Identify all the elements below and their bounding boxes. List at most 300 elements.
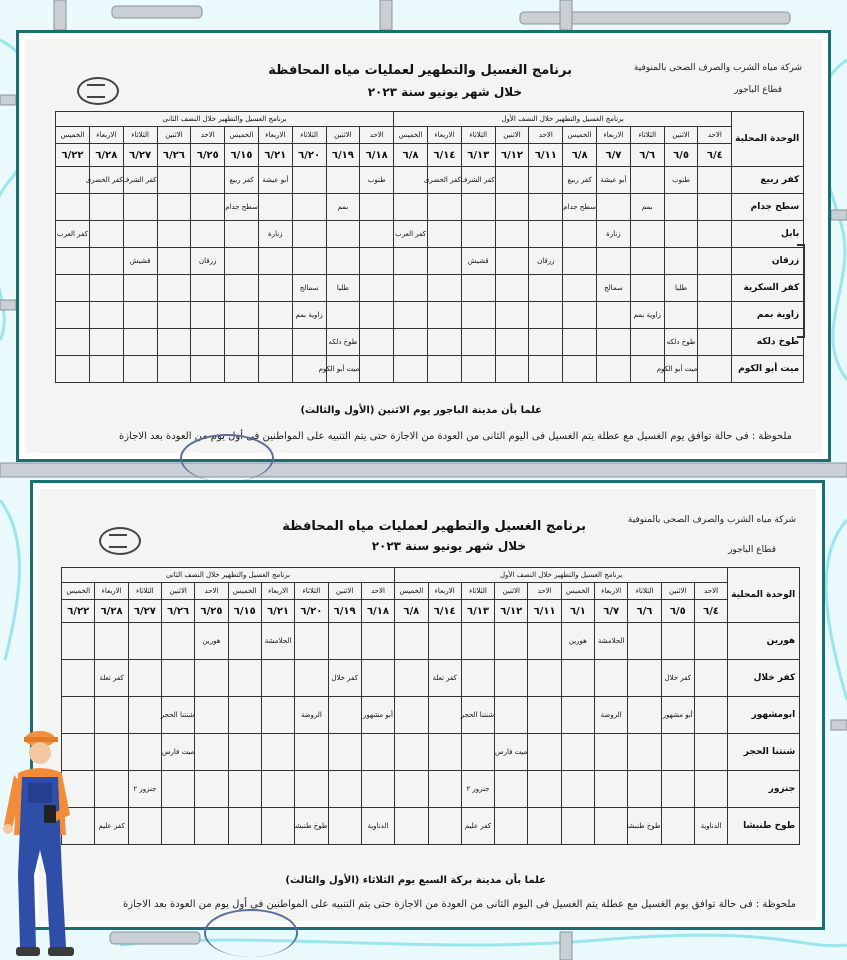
schedule-cell	[128, 808, 161, 845]
date-cell: ٦/٢٥	[195, 600, 228, 623]
schedule-cell	[56, 302, 90, 329]
date-cell: ٦/٢٠	[295, 600, 328, 623]
date-cell: ٦/٨	[394, 144, 428, 167]
schedule-cell	[661, 623, 694, 660]
table-row	[56, 275, 804, 302]
schedule-cell: كفر الخضرى	[428, 167, 462, 194]
schedule-cell	[258, 248, 292, 275]
note-text: علما بأن مدينة بركة السبع يوم الثلاثاء (الأول والثالث)	[285, 875, 546, 886]
schedule-cell: قشيش	[123, 248, 157, 275]
schedule-cell: كفر العرب	[394, 221, 428, 248]
schedule-cell: زاوية بمم	[292, 302, 326, 329]
schedule-cell	[89, 356, 123, 383]
unit-name-cell: كفر خلال	[728, 660, 800, 697]
schedule-cell	[162, 660, 195, 697]
schedule-cell: كفر ربيع	[563, 167, 597, 194]
schedule-cell	[162, 771, 195, 808]
schedule-cell	[563, 248, 597, 275]
schedule-cell	[162, 808, 195, 845]
schedule-cell: طليا	[326, 275, 360, 302]
schedule-cell	[495, 248, 529, 275]
schedule-cell: سطح جدام	[563, 194, 597, 221]
schedule-cell	[597, 356, 631, 383]
schedule-cell	[495, 808, 528, 845]
day-name-cell: الثلاثاء	[628, 583, 661, 600]
schedule-cell	[461, 221, 495, 248]
date-cell: ٦/٢٧	[128, 600, 161, 623]
schedule-cell	[698, 167, 732, 194]
schedule-cell	[428, 302, 462, 329]
day-name-cell: الاربعاء	[261, 583, 294, 600]
table-row	[62, 771, 800, 808]
schedule-cell	[225, 221, 259, 248]
schedule-cell	[225, 275, 259, 302]
date-cell: ٦/٢٧	[123, 144, 157, 167]
schedule-cell	[628, 623, 661, 660]
schedule-cell	[195, 697, 228, 734]
schedule-cell	[595, 660, 628, 697]
company-name: شركة مياه الشرب والصرف الصحى بالمنوفية	[633, 63, 802, 73]
schedule-cell	[123, 221, 157, 248]
schedule-cell	[563, 275, 597, 302]
day-name-cell: الاربعاء	[89, 127, 123, 144]
schedule-cell	[56, 248, 90, 275]
day-name-cell: الاربعاء	[595, 583, 628, 600]
note-text: علما بأن مدينة الباجور يوم الاثنين (الأول والثالث)	[300, 405, 542, 416]
schedule-cell: بمم	[326, 194, 360, 221]
schedule-cell	[428, 248, 462, 275]
schedule-cell: طنوب	[360, 167, 394, 194]
day-name-cell: الثلاثاء	[128, 583, 161, 600]
day-name-cell: الاثنين	[328, 583, 361, 600]
schedule-cell	[597, 329, 631, 356]
schedule-cell	[495, 302, 529, 329]
schedule-cell	[56, 275, 90, 302]
schedule-cell	[428, 194, 462, 221]
schedule-sheet-2	[30, 480, 825, 930]
schedule-cell	[228, 771, 261, 808]
schedule-cell	[395, 808, 428, 845]
schedule-cell	[394, 167, 428, 194]
schedule-cell	[326, 167, 360, 194]
schedule-cell	[528, 808, 561, 845]
schedule-cell	[261, 808, 294, 845]
day-name-cell: الثلاثاء	[295, 583, 328, 600]
footer-note: ملحوظة : فى حالة توافق يوم الغسيل مع عطلة يتم الغسيل فى اليوم الثانى من العودة من الاجازة حتى يتم التنبيه على المواطنين فى أول يوم من العودة بعد الاجازة	[122, 899, 796, 910]
schedule-cell	[394, 248, 428, 275]
company-logo	[99, 527, 141, 555]
unit-name-cell: كفر السكرية	[732, 275, 804, 302]
table-row	[62, 623, 800, 660]
day-name-cell: الاثنين	[664, 127, 698, 144]
date-cell: ٦/٢٦	[157, 144, 191, 167]
schedule-cell	[195, 771, 228, 808]
schedule-cell: كفر عليم	[95, 808, 128, 845]
schedule-cell: جنزور ٢	[128, 771, 161, 808]
date-cell: ٦/١٤	[428, 600, 461, 623]
date-cell: ٦/٤	[698, 144, 732, 167]
document-period: خلال شهر يونيو سنة ٢٠٢٣	[371, 539, 526, 553]
schedule-cell	[361, 771, 394, 808]
day-name-cell: الثلاثاء	[123, 127, 157, 144]
schedule-cell: قشيش	[461, 248, 495, 275]
schedule-cell	[191, 221, 225, 248]
schedule-cell	[394, 302, 428, 329]
date-cell: ٦/٧	[597, 144, 631, 167]
schedule-cell	[428, 623, 461, 660]
day-name-cell: الثلاثاء	[630, 127, 664, 144]
schedule-cell	[595, 771, 628, 808]
day-name-cell: الاحد	[698, 127, 732, 144]
schedule-cell: كفر الخضرى	[89, 167, 123, 194]
day-name-cell: الثلاثاء	[461, 583, 494, 600]
schedule-cell	[360, 329, 394, 356]
unit-name-cell: زرقان	[732, 248, 804, 275]
unit-name-cell: ابومشهور	[728, 697, 800, 734]
schedule-cell	[123, 194, 157, 221]
unit-name-cell: هورين	[728, 623, 800, 660]
schedule-cell	[191, 167, 225, 194]
schedule-cell	[698, 302, 732, 329]
schedule-cell: كفر الشرف	[123, 167, 157, 194]
schedule-cell	[630, 167, 664, 194]
schedule-cell: الروضة	[295, 697, 328, 734]
schedule-cell	[395, 734, 428, 771]
schedule-cell	[428, 771, 461, 808]
day-name-cell: الخميس	[228, 583, 261, 600]
date-cell: ٦/٢٨	[95, 600, 128, 623]
schedule-cell	[694, 697, 727, 734]
schedule-cell	[561, 808, 594, 845]
schedule-cell: طوخ طنبشا	[628, 808, 661, 845]
table-row	[56, 221, 804, 248]
schedule-cell	[529, 221, 563, 248]
schedule-cell: أبو عيشة	[258, 167, 292, 194]
schedule-cell	[630, 275, 664, 302]
schedule-cell	[89, 329, 123, 356]
schedule-cell	[495, 697, 528, 734]
schedule-cell	[360, 356, 394, 383]
schedule-cell: ميت فارس	[162, 734, 195, 771]
schedule-cell	[664, 194, 698, 221]
document-paper	[25, 39, 822, 453]
schedule-cell	[394, 329, 428, 356]
schedule-cell	[195, 660, 228, 697]
schedule-cell	[529, 356, 563, 383]
schedule-cell: زنارة	[597, 221, 631, 248]
schedule-cell	[191, 356, 225, 383]
day-name-cell: الاثنين	[157, 127, 191, 144]
date-cell: ٦/٨	[563, 144, 597, 167]
company-name: شركة مياه الشرب والصرف الصحى بالمنوفية	[627, 515, 796, 525]
schedule-cell: الحلامشة	[595, 623, 628, 660]
table-row	[56, 167, 804, 194]
schedule-cell: سمالج	[597, 275, 631, 302]
day-name-cell: الاحد	[694, 583, 727, 600]
date-cell: ٦/١٥	[228, 600, 261, 623]
days-row	[62, 583, 800, 600]
schedule-cell	[228, 660, 261, 697]
schedule-cell	[664, 248, 698, 275]
schedule-cell	[595, 734, 628, 771]
schedule-cell	[461, 356, 495, 383]
schedule-cell	[157, 221, 191, 248]
schedule-cell	[89, 221, 123, 248]
schedule-cell: شنتنا الحجر	[162, 697, 195, 734]
schedule-cell	[428, 734, 461, 771]
date-cell: ٦/١٩	[326, 144, 360, 167]
schedule-cell	[664, 221, 698, 248]
schedule-cell	[495, 771, 528, 808]
schedule-cell	[191, 329, 225, 356]
schedule-cell: بمم	[630, 194, 664, 221]
schedule-cell	[328, 623, 361, 660]
schedule-cell	[261, 697, 294, 734]
schedule-cell	[529, 194, 563, 221]
date-cell: ٦/٢٥	[191, 144, 225, 167]
schedule-cell: الروضة	[595, 697, 628, 734]
day-name-cell: الخميس	[395, 583, 428, 600]
schedule-cell: زرقان	[191, 248, 225, 275]
day-name-cell: الاحد	[360, 127, 394, 144]
schedule-cell	[630, 248, 664, 275]
schedule-cell	[495, 194, 529, 221]
schedule-cell	[56, 329, 90, 356]
dates-row	[56, 144, 804, 167]
date-cell: ٦/١٤	[428, 144, 462, 167]
schedule-cell	[597, 194, 631, 221]
first-half-header: برنامج الغسيل والتطهير خلال النصف الأول	[394, 112, 732, 127]
schedule-cell: سطح جدام	[225, 194, 259, 221]
schedule-cell	[563, 356, 597, 383]
schedule-cell	[694, 623, 727, 660]
sector-name: قطاع الباجور	[728, 545, 776, 555]
schedule-cell: ميت فارس	[495, 734, 528, 771]
date-cell: ٦/٢٠	[292, 144, 326, 167]
day-name-cell: الاربعاء	[258, 127, 292, 144]
schedule-cell	[698, 329, 732, 356]
table-row	[62, 808, 800, 845]
date-cell: ٦/١١	[528, 600, 561, 623]
schedule-cell	[628, 771, 661, 808]
schedule-cell	[360, 302, 394, 329]
schedule-cell	[561, 771, 594, 808]
schedule-cell: أبو مشهور	[661, 697, 694, 734]
table-row	[62, 734, 800, 771]
schedule-cell	[461, 734, 494, 771]
schedule-cell	[261, 660, 294, 697]
schedule-cell	[195, 734, 228, 771]
schedule-cell: طوخ دلكه	[326, 329, 360, 356]
schedule-cell	[698, 356, 732, 383]
day-name-cell: الاحد	[195, 583, 228, 600]
schedule-cell	[461, 329, 495, 356]
date-cell: ٦/١	[561, 600, 594, 623]
schedule-cell	[328, 808, 361, 845]
schedule-cell	[292, 329, 326, 356]
schedule-cell	[628, 697, 661, 734]
schedule-cell: كفر خلال	[661, 660, 694, 697]
schedule-cell	[157, 275, 191, 302]
schedule-cell	[528, 734, 561, 771]
schedule-cell: كفر تعلة	[428, 660, 461, 697]
schedule-cell: طليا	[664, 275, 698, 302]
date-cell: ٦/٢١	[261, 600, 294, 623]
schedule-cell	[89, 302, 123, 329]
schedule-cell	[225, 356, 259, 383]
schedule-cell	[698, 275, 732, 302]
date-cell: ٦/١٣	[461, 600, 494, 623]
date-cell: ٦/٦	[628, 600, 661, 623]
schedule-cell	[162, 623, 195, 660]
schedule-cell	[597, 248, 631, 275]
schedule-cell	[225, 248, 259, 275]
schedule-cell	[664, 302, 698, 329]
schedule-cell	[428, 275, 462, 302]
schedule-cell: ميت أبو الكوم	[664, 356, 698, 383]
schedule-cell	[292, 221, 326, 248]
schedule-cell	[495, 167, 529, 194]
day-name-cell: الخميس	[225, 127, 259, 144]
schedule-cell	[360, 248, 394, 275]
schedule-cell: كفر ربيع	[225, 167, 259, 194]
schedule-cell	[228, 697, 261, 734]
schedule-cell	[395, 623, 428, 660]
half-header-row	[62, 568, 800, 583]
schedule-cell: الدناوية	[694, 808, 727, 845]
date-cell: ٦/٢٢	[62, 600, 95, 623]
schedule-cell	[360, 221, 394, 248]
date-cell: ٦/١٢	[495, 144, 529, 167]
schedule-cell	[461, 660, 494, 697]
schedule-cell	[529, 329, 563, 356]
schedule-cell	[698, 194, 732, 221]
schedule-cell	[360, 275, 394, 302]
document-title: برنامج الغسيل والتطهير لعمليات مياه المحافظة	[282, 519, 586, 534]
table-row	[56, 248, 804, 275]
schedule-cell	[661, 734, 694, 771]
schedule-cell: هورين	[561, 623, 594, 660]
schedule-cell: الحلامشة	[261, 623, 294, 660]
day-name-cell: الخميس	[394, 127, 428, 144]
schedule-cell: الدناوية	[361, 808, 394, 845]
date-cell: ٦/١٩	[328, 600, 361, 623]
day-name-cell: الاربعاء	[428, 583, 461, 600]
date-cell: ٦/١٥	[225, 144, 259, 167]
schedule-cell	[428, 356, 462, 383]
schedule-cell	[95, 771, 128, 808]
schedule-cell	[428, 808, 461, 845]
schedule-cell	[428, 697, 461, 734]
table-row	[62, 660, 800, 697]
schedule-cell	[56, 356, 90, 383]
schedule-cell: طنوب	[664, 167, 698, 194]
schedule-cell	[428, 221, 462, 248]
schedule-cell	[694, 734, 727, 771]
schedule-cell	[261, 734, 294, 771]
schedule-cell	[563, 302, 597, 329]
schedule-cell	[191, 194, 225, 221]
schedule-cell	[292, 167, 326, 194]
schedule-cell	[495, 275, 529, 302]
schedule-cell: كفر تعلة	[95, 660, 128, 697]
unit-column-header: الوحدة المحلية	[732, 112, 804, 167]
schedule-cell	[295, 771, 328, 808]
footer-note: ملحوظة : فى حالة توافق يوم الغسيل مع عطلة يتم الغسيل فى اليوم الثانى من العودة من الاجازة حتى يتم التنبيه على المواطنين فى أول يوم من العودة بعد الاجازة	[118, 431, 792, 442]
day-name-cell: الاثنين	[495, 127, 529, 144]
document-paper	[39, 489, 816, 921]
schedule-cell	[225, 329, 259, 356]
unit-name-cell: شنتنا الحجر	[728, 734, 800, 771]
date-cell: ٦/١٢	[495, 600, 528, 623]
schedule-cell	[661, 771, 694, 808]
date-cell: ٦/٦	[630, 144, 664, 167]
schedule-cell	[95, 623, 128, 660]
date-cell: ٦/٥	[661, 600, 694, 623]
company-logo	[77, 77, 119, 105]
schedule-cell	[326, 248, 360, 275]
date-cell: ٦/١٣	[461, 144, 495, 167]
schedule-cell	[394, 194, 428, 221]
schedule-cell	[123, 329, 157, 356]
unit-name-cell: زاوية بمم	[732, 302, 804, 329]
schedule-cell	[529, 275, 563, 302]
schedule-cell	[563, 329, 597, 356]
schedule-cell	[395, 697, 428, 734]
schedule-cell	[394, 275, 428, 302]
schedule-cell	[157, 248, 191, 275]
schedule-cell: هورين	[195, 623, 228, 660]
schedule-sheet-1	[16, 30, 831, 462]
schedule-cell	[461, 194, 495, 221]
schedule-cell	[630, 329, 664, 356]
schedule-cell	[295, 623, 328, 660]
schedule-cell	[326, 221, 360, 248]
table-row	[62, 697, 800, 734]
day-name-cell: الخميس	[62, 583, 95, 600]
table-row	[56, 302, 804, 329]
schedule-cell	[628, 660, 661, 697]
day-name-cell: الاربعاء	[95, 583, 128, 600]
schedule-cell	[395, 660, 428, 697]
schedule-cell	[360, 194, 394, 221]
schedule-cell	[295, 660, 328, 697]
schedule-cell: ميت أبو الكوم	[326, 356, 360, 383]
schedule-cell	[191, 275, 225, 302]
document-period: خلال شهر يونيو سنة ٢٠٢٣	[367, 85, 522, 99]
schedule-cell: زرقان	[529, 248, 563, 275]
schedule-cell	[361, 734, 394, 771]
schedule-cell	[698, 221, 732, 248]
schedule-cell	[123, 356, 157, 383]
day-name-cell: الخميس	[563, 127, 597, 144]
schedule-cell	[661, 808, 694, 845]
first-half-header: برنامج الغسيل والتطهير خلال النصف الأول	[395, 568, 728, 583]
schedule-cell	[394, 356, 428, 383]
schedule-cell	[461, 623, 494, 660]
schedule-cell	[694, 660, 727, 697]
schedule-cell	[694, 771, 727, 808]
unit-name-cell: طوخ دلكه	[732, 329, 804, 356]
unit-name-cell: بابل	[732, 221, 804, 248]
schedule-cell	[529, 167, 563, 194]
second-half-header: برنامج الغسيل والتطهير خلال النصف الثانى	[62, 568, 395, 583]
schedule-cell: جنزور ٢	[461, 771, 494, 808]
date-cell: ٦/٨	[395, 600, 428, 623]
schedule-cell	[628, 734, 661, 771]
schedule-cell	[528, 697, 561, 734]
schedule-cell	[228, 734, 261, 771]
